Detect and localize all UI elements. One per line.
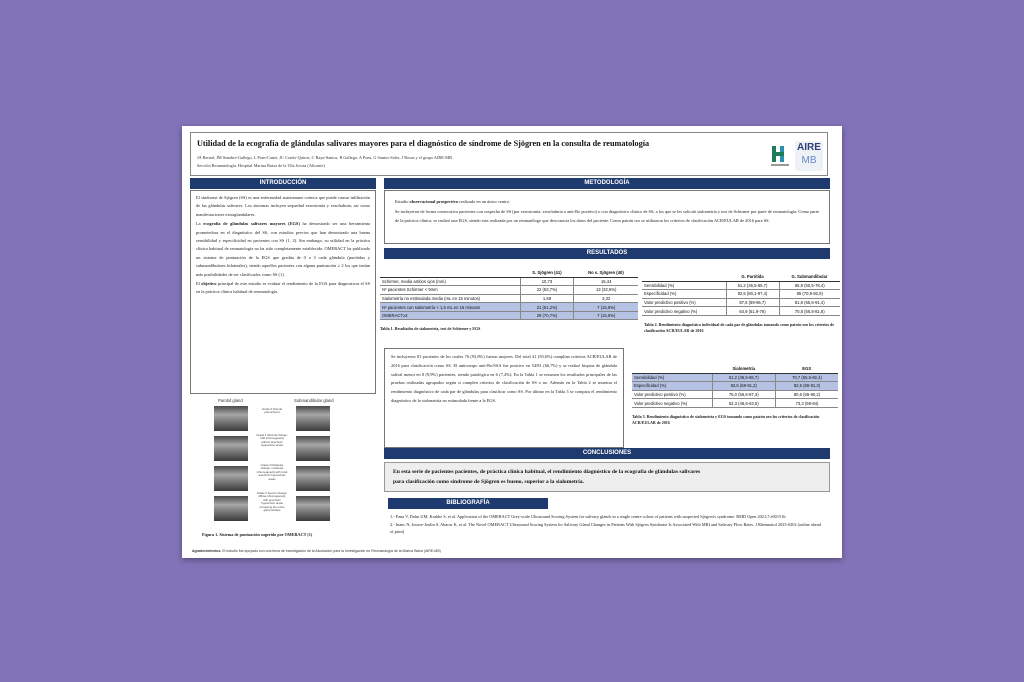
table1-cell: Schirmer, media ambos ojos (mm) bbox=[380, 277, 520, 286]
figure-col-submandibular: Submandibular gland bbox=[294, 398, 334, 403]
table1-cell: 29 (70,7%) bbox=[520, 311, 574, 320]
table3 bbox=[632, 364, 838, 408]
intro-p2-lead: La bbox=[196, 221, 204, 227]
table3-cell: 82,5 (68-91,3) bbox=[775, 382, 838, 391]
table-row bbox=[642, 281, 840, 290]
table3-header: Sialometría bbox=[712, 364, 775, 373]
intro-p3-lead: El bbox=[196, 281, 202, 287]
table3-header bbox=[632, 364, 712, 373]
figure1-caption: Figura 1. Sistema de puntuación sugerido por OMERACT (1) bbox=[202, 532, 313, 537]
ultrasound-image bbox=[296, 466, 330, 491]
table3-cell: 70,7 (55,5-82,4) bbox=[775, 373, 838, 382]
table2-cell: 70,8 (56,8-81,8) bbox=[779, 307, 840, 316]
metodo-p1-lead: Estudio bbox=[395, 199, 410, 204]
table3-cell: 75,0 (56,6-87,3) bbox=[712, 390, 775, 399]
table2-cell: 51,2 (36,5-65,7) bbox=[726, 281, 779, 290]
table-row bbox=[632, 382, 838, 391]
metodo-box bbox=[384, 190, 830, 244]
table2-cell: 87,5 (69-95,7) bbox=[726, 298, 779, 307]
table-row bbox=[642, 298, 840, 307]
bibliography bbox=[384, 512, 830, 554]
table1-cell: Nº pacientes Schirmer < 5mm bbox=[380, 286, 520, 295]
table-row bbox=[632, 373, 838, 382]
table3-caption: Tabla 3. Rendimiento diagnóstico de sialometría y EGS tomando como patrón oro los criterios de clasificación ACR/EULAR de 2016 bbox=[632, 414, 820, 425]
table2-cell: Sensibilidad (%) bbox=[642, 281, 726, 290]
conclusion-box bbox=[384, 462, 830, 492]
reference-item: 2.- Inanc N, Jousse-Joulin S, Abacar K, et al. The Novel OMERACT Ultrasound Scoring System for Salivary Gland Changes in Patients With Sjögren Syndrome Is Associated With MRI and Salivary Flow Rates. J Rheumatol 2023-0202 (online ahead of print) bbox=[390, 522, 821, 534]
metodo-p1-bold: observacional prospectivo bbox=[409, 199, 459, 204]
poster bbox=[182, 126, 842, 558]
poster-title: Utilidad de la ecografía de glándulas salivares mayores para el diagnóstico de síndrome de Sjögren en la consulta de reumatología bbox=[197, 139, 650, 148]
table1-cell: 7 (15,5%) bbox=[574, 311, 638, 320]
intro-p2-bold: ecografía de glándulas salivares mayores (EGS) bbox=[203, 221, 300, 227]
table3-cell: 51,2 (36,5-65,7) bbox=[712, 373, 775, 382]
table-row bbox=[380, 286, 638, 295]
table3-header: EGS bbox=[775, 364, 838, 373]
table1-cell: 1,69 bbox=[520, 294, 574, 303]
table-row bbox=[632, 390, 838, 399]
intro-p3-bold: objetivo bbox=[201, 281, 217, 287]
table2-header: G. Parótida bbox=[726, 272, 779, 281]
conclusion-line2: para clasificación como síndrome de Sjögren es bueno, superior a la sialometría. bbox=[393, 479, 584, 485]
logo-line1: AIRE bbox=[797, 142, 821, 153]
table3-cell: 80,6 (65-90,2) bbox=[775, 390, 838, 399]
table2-header: G. Submandibular bbox=[779, 272, 840, 281]
table1-cell: Nº pacientes con sialometría < 1,5 mL en 15 minutos bbox=[380, 303, 520, 312]
ultrasound-image bbox=[214, 436, 248, 461]
table3-cell: Especificidad (%) bbox=[632, 382, 712, 391]
ultrasound-image bbox=[296, 496, 330, 521]
intro-p3 bbox=[196, 280, 370, 297]
ultrasound-image bbox=[296, 406, 330, 431]
table-row bbox=[632, 399, 838, 408]
metodo-p2: Se incluyeron de forma consecutiva pacientes con sospecha de SS (por xerostomía, xeroftalmia o anti-Ro positivo) o con diagnóstico clínico de SS, a los que se les solicitó sialometría y test de Schirmer por parte de reumatología. Como parte de la práctica clínica, se realizó una EGS, siendo esta realizada por un reumatólogo que desconocía los datos del paciente. Como patrón oro se utilizaron los criterios de clasificación ACR/EULAR de 2016 para SS. bbox=[395, 209, 819, 224]
table2-caption: Tabla 2. Rendimiento diagnóstico individual de cada par de glándulas tomando como patrón oro los criterios de clasificación ACR/EULAR de 2016 bbox=[644, 322, 835, 333]
metodo-p1 bbox=[395, 197, 819, 206]
acknowledgment-rest: El estudio fue apoyado con una beca de investigación de la Asociación para la Investigación en Reumatología de la Marina Baixa (AIRE-MB) bbox=[221, 549, 441, 553]
table1-cell: 7 (15,5%) bbox=[574, 303, 638, 312]
figure-col-parotid: Parotid gland bbox=[218, 398, 243, 403]
grade-label: Grade 2 Moderate change: moderate inhomogeneity with focal anechoic/ hypoechoic areas bbox=[256, 463, 288, 481]
table1-header: S. Sjögren (41) bbox=[520, 268, 574, 277]
table2-cell: Valor predictivo negativo (%) bbox=[642, 307, 726, 316]
intro-p1: El síndrome de Sjögren (SS) es una enfermedad autoinmune crónica que puede causar infiltración de las glándulas salivares. Los síntomas incluyen sequedad xerostomía y xeroftalmia, así como manifestaciones extraglandulares. bbox=[196, 195, 370, 217]
table1-cell: OMERACT≥2 bbox=[380, 311, 520, 320]
table3-cell: 62,3 (48,6-63,5) bbox=[712, 399, 775, 408]
table1-header bbox=[380, 268, 520, 277]
table2-cell: Valor predictivo positivo (%) bbox=[642, 298, 726, 307]
table2-cell: 92,5 (80,1-97,4) bbox=[726, 290, 779, 299]
ultrasound-image bbox=[214, 406, 248, 431]
aire-mb-logo bbox=[795, 141, 823, 171]
table-row bbox=[380, 303, 638, 312]
grade-label: Grade 1 Minimal change: mild inhomogeneity without anechoic/ hypoechoic areas bbox=[256, 433, 288, 448]
conclusion-line1: En esta serie de pacientes pacientes, de práctica clínica habitual, el rendimiento diagnóstico de la ecografía de glándulas salivares bbox=[393, 469, 701, 475]
table1-cell: Sialometría no estimulada media (mL en 15 minutos) bbox=[380, 294, 520, 303]
bibliografia-heading: BIBLIOGRAFÍA bbox=[388, 498, 548, 509]
authors: JA Bernal, JM Senabre-Gallego, L Pons-Canet, JC Cortés-Quiroz, C Raya-Santos, R Gallego, A Pons, G Santos-Soler, J Rosas y el grupo AIRE-MB. bbox=[197, 155, 454, 160]
table-row bbox=[642, 290, 840, 299]
table1-cell: 15,44 bbox=[574, 277, 638, 286]
table-row bbox=[642, 307, 840, 316]
acknowledgment bbox=[192, 549, 441, 553]
table1-cell: 3,32 bbox=[574, 294, 638, 303]
table-row bbox=[380, 311, 638, 320]
intro-box bbox=[190, 190, 376, 394]
table2-cell: 81,8 (65,6-91,4) bbox=[779, 298, 840, 307]
table1-caption: Tabla 1. Resultados de sialometría, test de Schirmer y EGS bbox=[380, 326, 481, 331]
table2 bbox=[642, 272, 840, 316]
table1-cell: 13 (32,5%) bbox=[574, 286, 638, 295]
table-row bbox=[380, 277, 638, 286]
table3-cell: Valor predictivo negativo (%) bbox=[632, 399, 712, 408]
poster-header bbox=[190, 132, 828, 176]
table3-cell: Valor predictivo positivo (%) bbox=[632, 390, 712, 399]
table2-cell: Especificidad (%) bbox=[642, 290, 726, 299]
intro-p2-rest: ha demostrado ser una herramienta prometedora en el diagnóstico del SS, con estudios previos que han demostrado una buena sensibilidad y especificidad en pacientes con SS (1, 2). Sin embargo, su utilidad en la práctica clínica habitual de reumatología no ha sido completamente establecida. OMERACT ha publicado un sistema de puntuación de la EGS que gradúa de 0 a 3 cada glándula (parótidas y submandibulares bilaterales), siendo aquellos pacientes con alguna puntuación ≥ 2 los que tenían más posibilidades de ser clasificados como SS (1). bbox=[196, 221, 370, 277]
intro-p3-rest: principal de este estudio es evaluar el rendimiento de la EGS para diagnosticar el SS en la práctica clínica habitual de reumatología. bbox=[196, 281, 371, 295]
logo-line2: MB bbox=[801, 155, 817, 166]
table1-cell: 10,73 bbox=[520, 277, 574, 286]
ultrasound-image bbox=[296, 436, 330, 461]
table1 bbox=[380, 268, 638, 320]
table1-cell: 22 (53,7%) bbox=[520, 286, 574, 295]
hospital-logo-icon bbox=[769, 143, 791, 169]
table2-cell: 65,9 (50,5-78,4) bbox=[779, 281, 840, 290]
ultrasound-image bbox=[214, 466, 248, 491]
grade-label: Grade 3 Severe change: diffuse inhomogeneity with anechoic/ hypoechoic areas occupying the entire gland surface bbox=[256, 491, 288, 513]
table3-cell: Sensibilidad (%) bbox=[632, 373, 712, 382]
table2-cell: 85 (70,9-92,9) bbox=[779, 290, 840, 299]
intro-p2 bbox=[196, 220, 370, 279]
metodo-heading: METODOLOGÍA bbox=[384, 178, 830, 189]
intro-heading: INTRODUCCIÓN bbox=[190, 178, 376, 189]
table3-cell: 73,3 (59-84) bbox=[775, 399, 838, 408]
table1-cell: 21 (51,2%) bbox=[520, 303, 574, 312]
resultados-heading: RESULTADOS bbox=[384, 248, 830, 259]
table1-header: No s. Sjögren (40) bbox=[574, 268, 638, 277]
affiliation: Sección Reumatología, Hospital Marina Baixa de la Vila Joiosa (Alicante) bbox=[197, 163, 325, 168]
table3-cell: 82,5 (68-91,3) bbox=[712, 382, 775, 391]
grade-label: Grade 0 Normal parenchyma bbox=[262, 407, 282, 415]
omeract-figure bbox=[204, 398, 340, 528]
table2-header bbox=[642, 272, 726, 281]
results-text-box: Se incluyeron 81 pacientes de los cuales 76 (93,8%) fueron mujeres. Del total 41 (50,6%) cumplían criterios ACR/EULAR de 2016 para clasificación como SS. El anticuerpo anti-Ro/SSA fue positivo en 54/81 (66,7%) y se realizó biopsia de glándula salival menor en 8 (9,9%) pacientes, siendo patológica en 6 (7,4%). En la Tabla 1 se resumen los resultados principales de las pruebas realizadas agrupados según si cumplen criterios de clasificación de SS o no. Además en la Tabla 2 se muestra el rendimiento diagnóstico de cada par de glándulas para clasificar como SS. Por último en la Tabla 3 se compara el rendimiento diagnóstico de la sialometría no estimulada frente a la EGS. bbox=[384, 348, 624, 448]
conclusiones-heading: CONCLUSIONES bbox=[384, 448, 830, 459]
table2-cell: 64,9 (51,9-76) bbox=[726, 307, 779, 316]
acknowledgment-bold: Agradecimientos. bbox=[192, 549, 222, 553]
reference-item: 1.- Fana V, Dohn UM, Krabbe S, et al. Application of the OMERACT Grey-scale Ultrasound Scoring System for salivary glands in a single centre cohort of patients with suspected Sjögren's syndrome. RMD Open 2021;7:e001516. bbox=[390, 514, 787, 519]
ultrasound-image bbox=[214, 496, 248, 521]
table-row bbox=[380, 294, 638, 303]
metodo-p1-rest: realizado en un único centro. bbox=[458, 199, 511, 204]
